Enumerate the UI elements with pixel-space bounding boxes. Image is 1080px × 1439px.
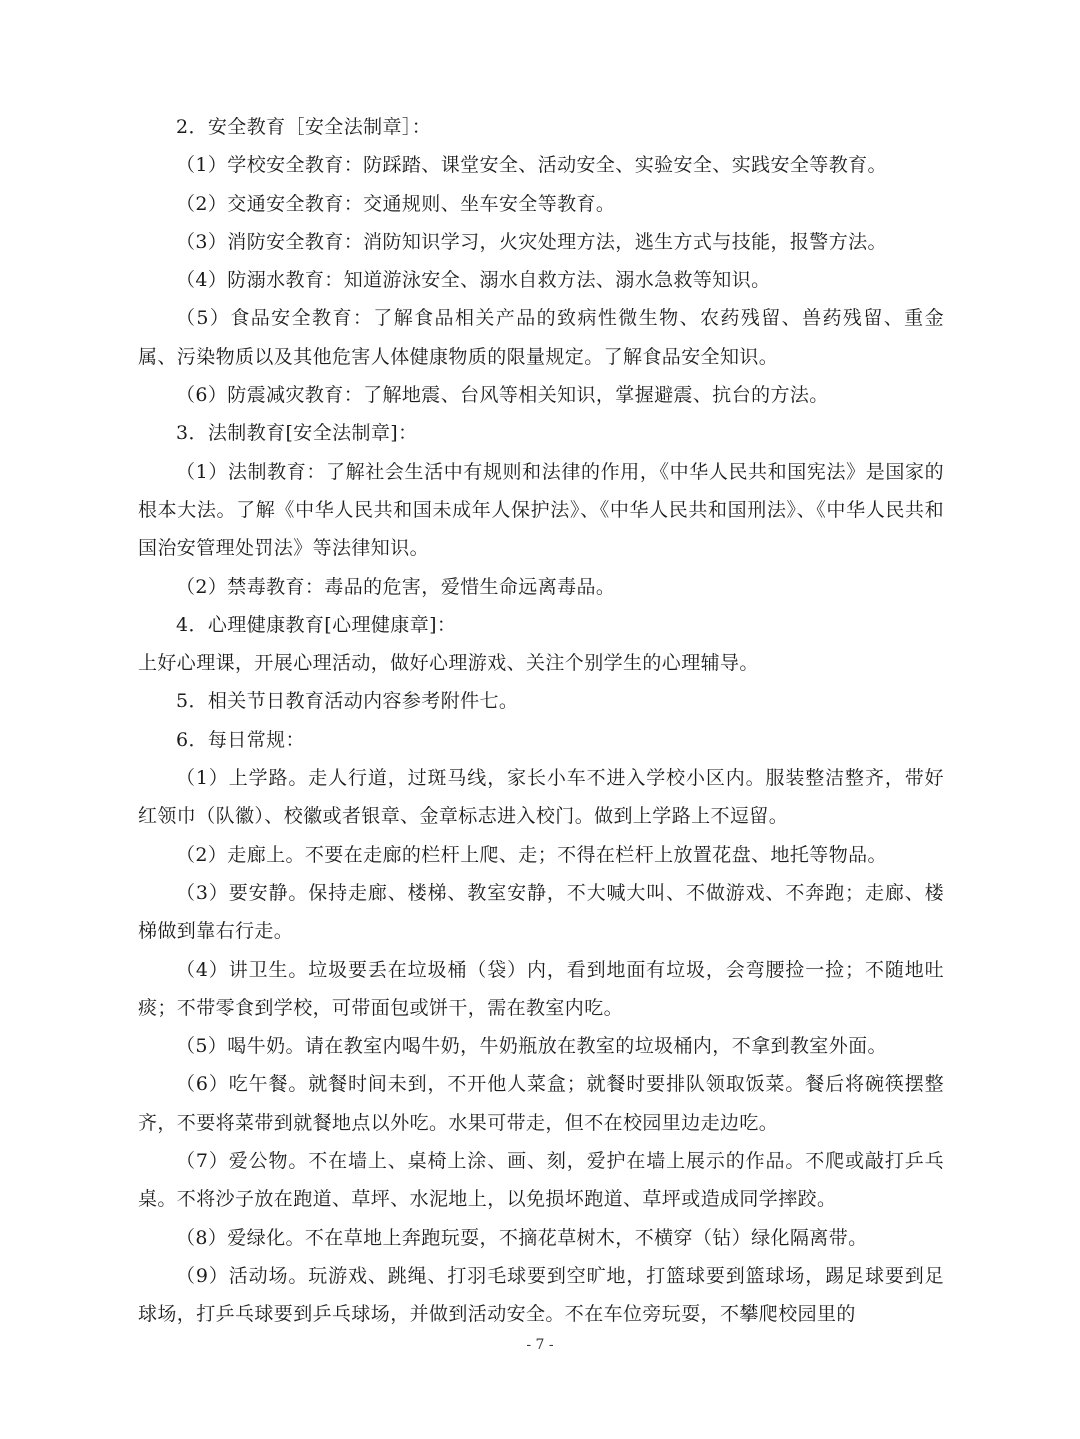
paragraph-way-to-school: （1）上学路。走人行道，过斑马线，家长小车不进入学校小区内。服装整洁整齐，带好红领巾（队徽）、校徽或者银章、金章标志进入校门。做到上学路上不逗留。	[138, 767, 944, 828]
paragraph-disaster-prevention: （6）防震减灾教育：了解地震、台风等相关知识，掌握避震、抗台的方法。	[176, 384, 829, 407]
paragraph-corridor: （2）走廊上。不要在走廊的栏杆上爬、走；不得在栏杆上放置花盘、地托等物品。	[176, 843, 887, 866]
section-heading-holidays: 5．相关节日教育活动内容参考附件七。	[176, 690, 519, 713]
paragraph-activity-field: （9）活动场。玩游戏、跳绳、打羽毛球要到空旷地，打篮球要到篮球场，踢足球要到足球场，打乒乓球要到乒乓球场，并做到活动安全。不在车位旁玩耍，不攀爬校园里的	[138, 1264, 944, 1326]
paragraph-food-safety: （5）食品安全教育：了解食品相关产品的致病性微生物、农药残留、兽药残留、重金属、污染物质以及其他危害人体健康物质的限量规定。了解食品安全知识。	[138, 307, 944, 368]
paragraph-fire-safety: （3）消防安全教育：消防知识学习，火灾处理方法，逃生方式与技能，报警方法。	[176, 230, 887, 253]
paragraph-hygiene: （4）讲卫生。垃圾要丢在垃圾桶（袋）内，看到地面有垃圾，会弯腰捡一捡；不随地吐痰；不带零食到学校，可带面包或饼干，需在教室内吃。	[138, 958, 944, 1019]
section-heading-daily-routine: 6．每日常规：	[176, 728, 305, 751]
paragraph-legal-education: （1）法制教育：了解社会生活中有规则和法律的作用，《中华人民共和国宪法》是国家的根本大法。了解《中华人民共和国未成年人保护法》、《中华人民共和国刑法》、《中华人民共和国治安管理处罚法》等法律知识。	[138, 460, 944, 560]
paragraph-lunch: （6）吃午餐。就餐时间未到，不开他人菜盒；就餐时要排队领取饭菜。餐后将碗筷摆整齐，不要将菜带到就餐地点以外吃。水果可带走，但不在校园里边走边吃。	[138, 1073, 944, 1134]
paragraph-public-property: （7）爱公物。不在墙上、桌椅上涂、画、刻，爱护在墙上展示的作品。不爬或敲打乒乓桌。不将沙子放在跑道、草坪、水泥地上，以免损坏跑道、草坪或造成同学摔跤。	[138, 1150, 944, 1211]
paragraph-mental-health: 上好心理课，开展心理活动，做好心理游戏、关注个别学生的心理辅导。	[138, 652, 759, 675]
paragraph-anti-drug: （2）禁毒教育：毒品的危害，爱惜生命远离毒品。	[176, 575, 616, 598]
paragraph-greenery: （8）爱绿化。不在草地上奔跑玩耍，不摘花草树木，不横穿（钻）绿化隔离带。	[176, 1226, 868, 1249]
paragraph-quiet: （3）要安静。保持走廊、楼梯、教室安静，不大喊大叫、不做游戏、不奔跑；走廊、楼梯做到靠右行走。	[138, 881, 944, 943]
paragraph-milk: （5）喝牛奶。请在教室内喝牛奶，牛奶瓶放在教室的垃圾桶内，不拿到教室外面。	[176, 1035, 887, 1058]
paragraph-traffic-safety: （2）交通安全教育：交通规则、坐车安全等教育。	[176, 192, 616, 215]
section-heading-mental-health: 4．心理健康教育[心理健康章]：	[176, 613, 457, 636]
page-number: - 7 -	[526, 1337, 554, 1353]
section-heading-legal: 3．法制教育[安全法制章]：	[176, 422, 418, 445]
section-heading-safety: 2．安全教育［安全法制章］：	[176, 116, 432, 138]
paragraph-drowning-prevention: （4）防溺水教育：知道游泳安全、溺水自救方法、溺水急救等知识。	[176, 269, 771, 292]
paragraph-school-safety: （1）学校安全教育：防踩踏、课堂安全、活动安全、实验安全、实践安全等教育。	[176, 154, 887, 177]
body-text	[138, 108, 944, 1334]
